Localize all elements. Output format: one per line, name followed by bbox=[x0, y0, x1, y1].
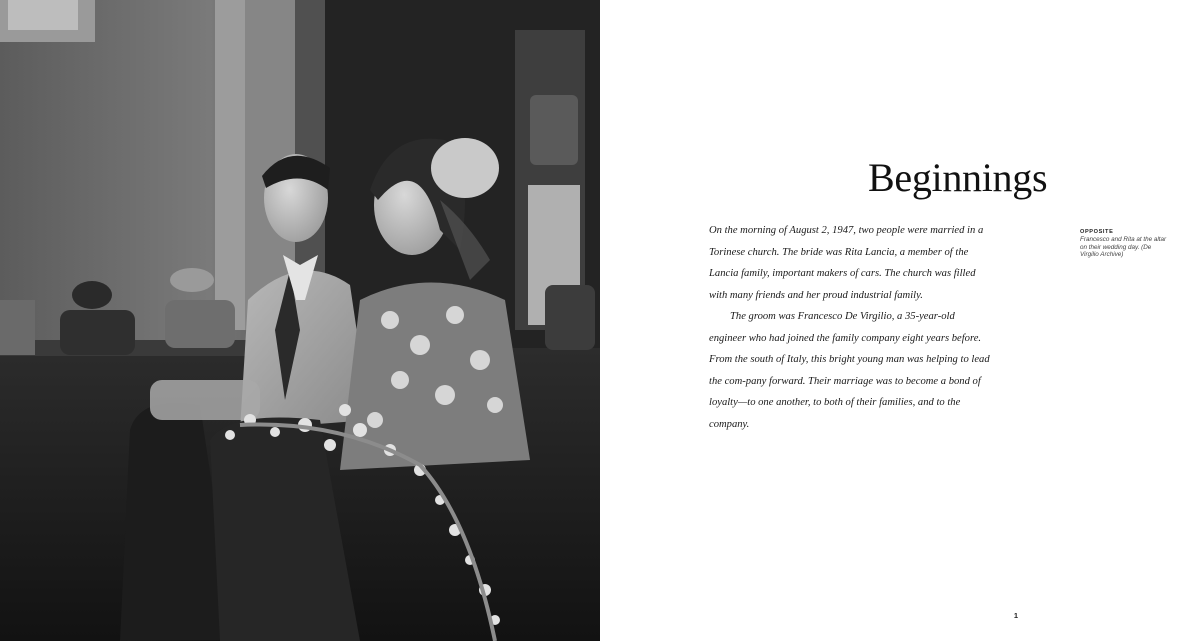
chapter-title: Beginnings bbox=[868, 155, 1048, 200]
body-paragraph: The groom was Francesco De Virgilio, a 35-year-old engineer who had joined the family company eight years before. From the south of Italy, this bright young man was helping to lead the com-pany forward. Their marriage was to become a bond of loyalty—to one another, to both of their families, and to the company. bbox=[709, 311, 990, 430]
body-paragraph: On the morning of August 2, 1947, two people were married in a Torinese church. The bride was Rita Lancia, a member of the Lancia family, important makers of cars. The church was filled with many friends and her proud industrial family. bbox=[709, 225, 984, 301]
caption-text: Francesco and Rita at the altar on their wedding day. (De Virgilio Archive) bbox=[1080, 236, 1167, 259]
body-text bbox=[709, 220, 991, 435]
text-page bbox=[600, 0, 1200, 641]
page-number: 1 bbox=[1013, 611, 1019, 620]
caption-label: OPPOSITE bbox=[1080, 229, 1114, 235]
photo-caption bbox=[1080, 228, 1170, 259]
